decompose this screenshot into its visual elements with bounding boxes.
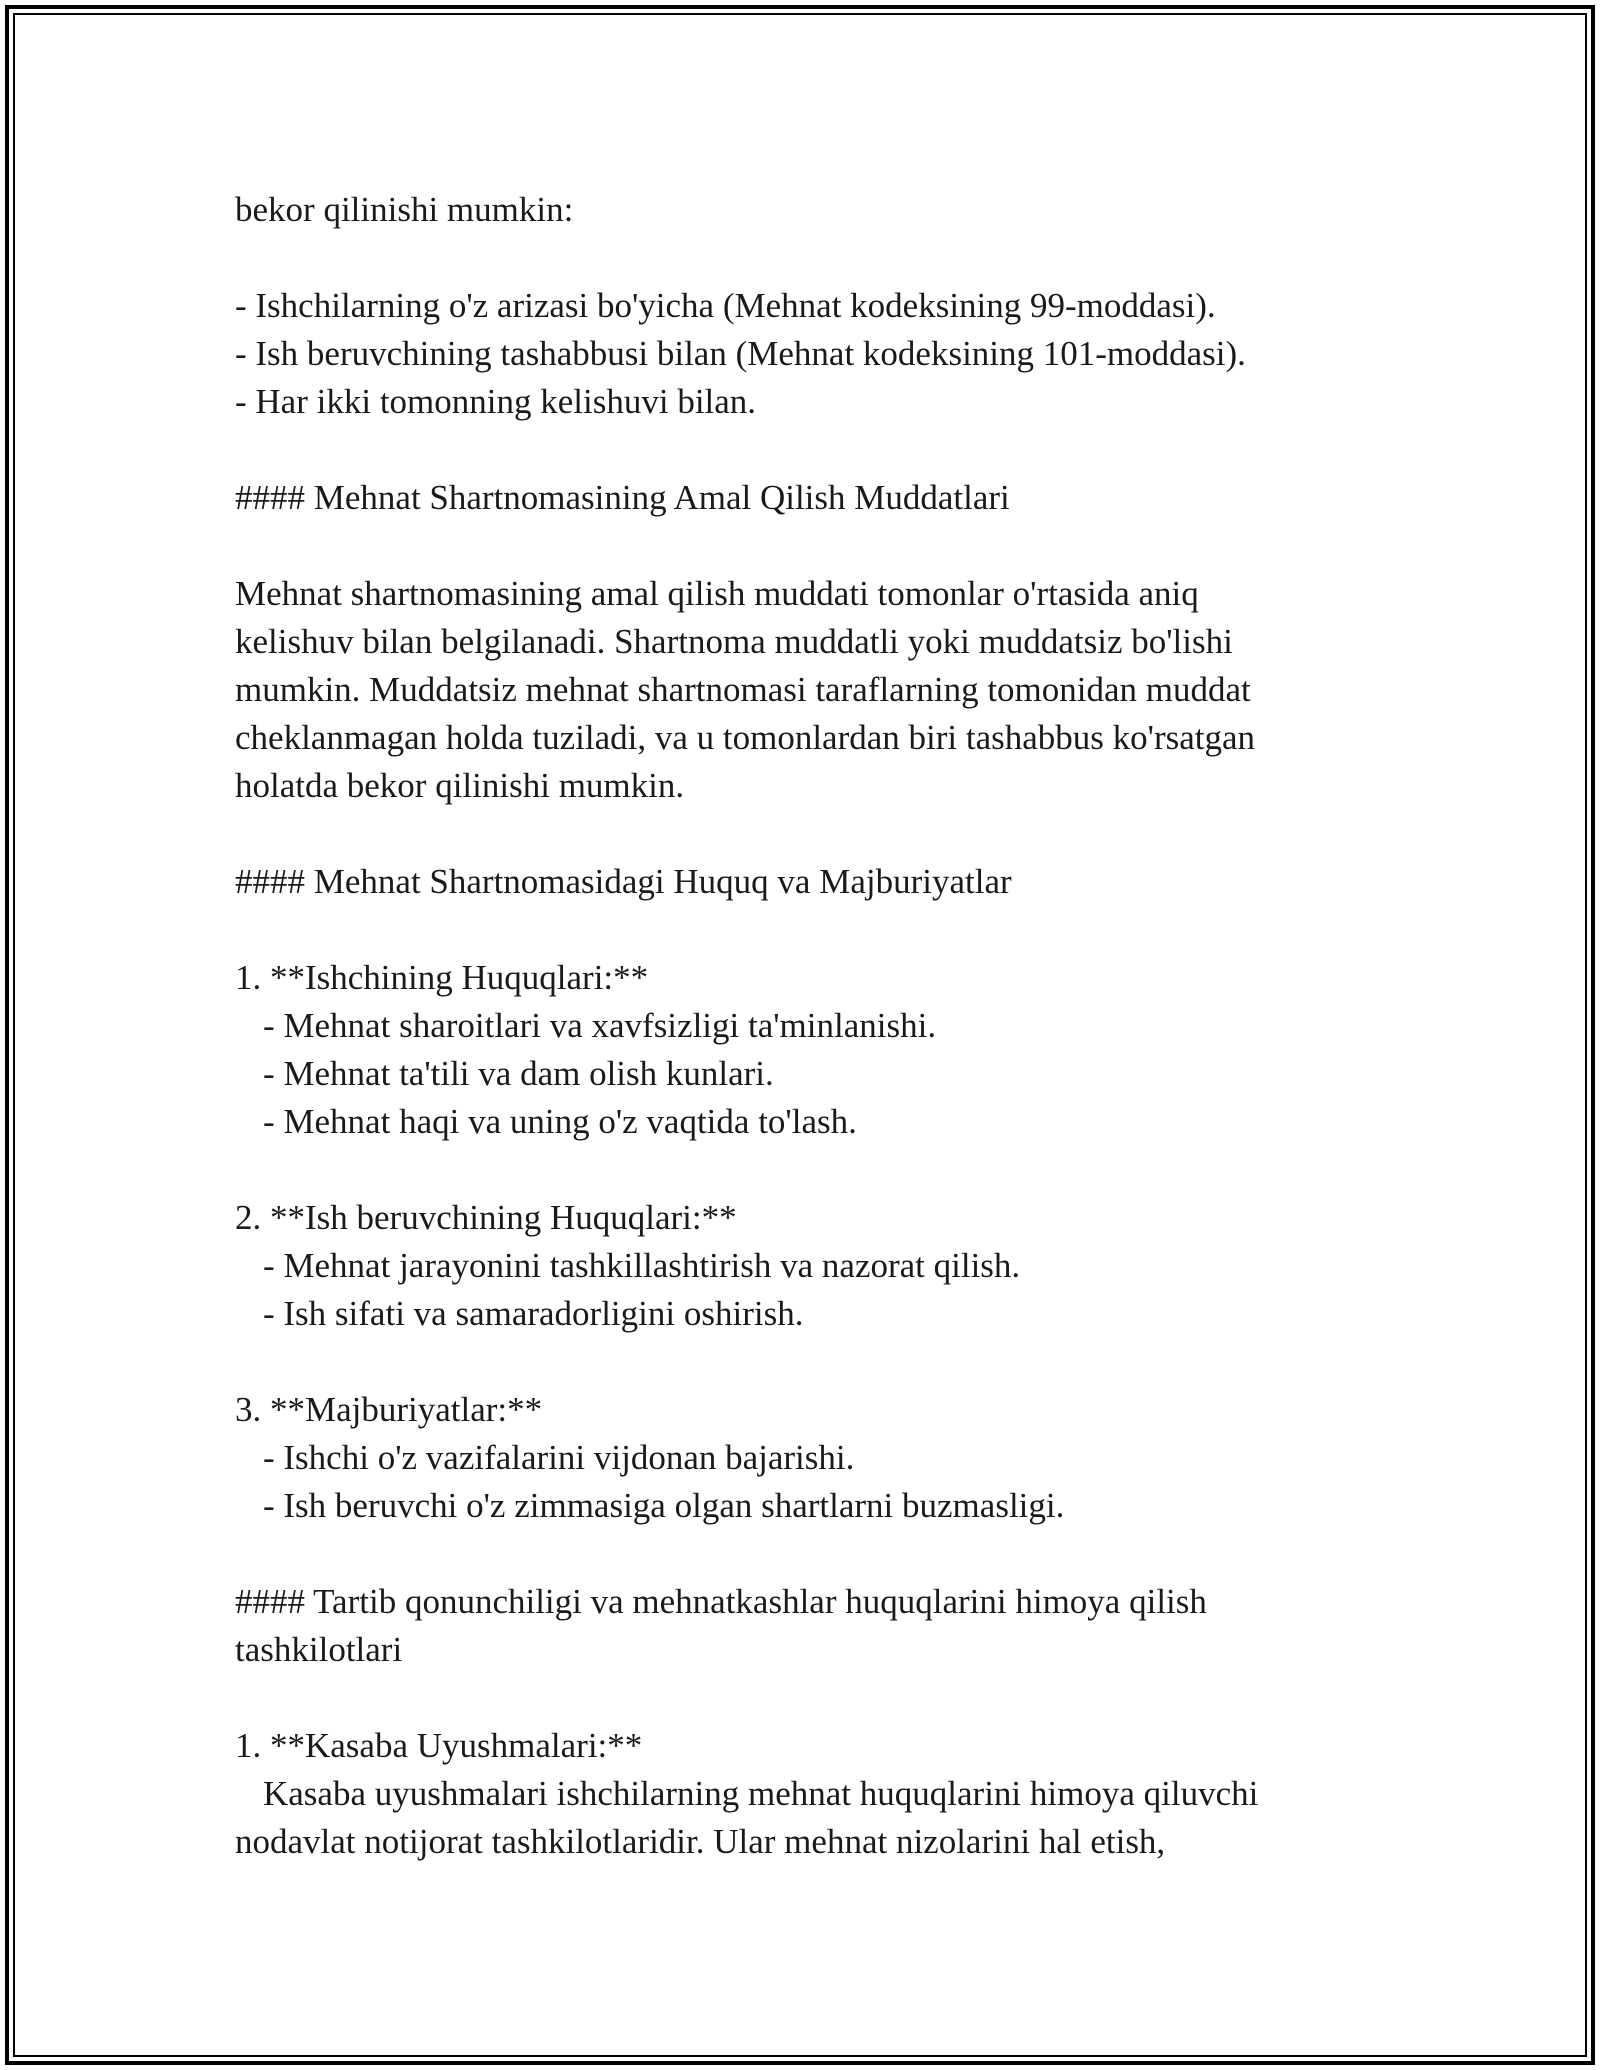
blank-line: [235, 234, 1365, 282]
paragraph-line: holatda bekor qilinishi mumkin.: [235, 766, 685, 805]
list-item: - Har ikki tomonning kelishuvi bilan.: [235, 382, 757, 421]
section-heading: #### Tartib qonunchiligi va mehnatkashlar huquqlarini himoya qilish: [235, 1582, 1207, 1621]
blank-line: [235, 1530, 1365, 1578]
list-item: - Ishchilarning o'z arizasi bo'yicha (Mehnat kodeksining 99-moddasi).: [235, 286, 1216, 325]
blank-line: [235, 810, 1365, 858]
blank-line: [235, 1146, 1365, 1194]
section-heading: #### Mehnat Shartnomasining Amal Qilish Muddatlari: [235, 478, 1010, 517]
blank-line: [235, 426, 1365, 474]
sub-list-item: - Mehnat sharoitlari va xavfsizligi ta'minlanishi.: [263, 1006, 937, 1045]
blank-line: [235, 1338, 1365, 1386]
text-line: bekor qilinishi mumkin:: [235, 190, 574, 229]
numbered-item: 2. **Ish beruvchining Huquqlari:**: [235, 1198, 737, 1237]
blank-line: [235, 1674, 1365, 1722]
paragraph-line: Mehnat shartnomasining amal qilish muddati tomonlar o'rtasida aniq: [235, 574, 1199, 613]
blank-line: [235, 522, 1365, 570]
paragraph-line: cheklanmagan holda tuziladi, va u tomonlardan biri tashabbus ko'rsatgan: [235, 718, 1256, 757]
numbered-item: 1. **Kasaba Uyushmalari:**: [235, 1726, 643, 1765]
sub-list-item: - Ishchi o'z vazifalarini vijdonan bajarishi.: [263, 1438, 855, 1477]
sub-list-item: - Mehnat haqi va uning o'z vaqtida to'lash.: [263, 1102, 857, 1141]
sub-list-item: - Ish beruvchi o'z zimmasiga olgan shartlarni buzmasligi.: [263, 1486, 1065, 1525]
sub-list-item: - Mehnat jarayonini tashkillashtirish va nazorat qilish.: [263, 1246, 1021, 1285]
section-heading: #### Mehnat Shartnomasidagi Huquq va Majburiyatlar: [235, 862, 1012, 901]
paragraph-line: Kasaba uyushmalari ishchilarning mehnat huquqlarini himoya qiluvchi: [263, 1774, 1259, 1813]
numbered-item: 3. **Majburiyatlar:**: [235, 1390, 543, 1429]
section-heading-continued: tashkilotlari: [235, 1630, 403, 1669]
document-body: [235, 186, 1365, 1866]
paragraph-line: mumkin. Muddatsiz mehnat shartnomasi taraflarning tomonidan muddat: [235, 670, 1251, 709]
paragraph-line: kelishuv bilan belgilanadi. Shartnoma muddatli yoki muddatsiz bo'lishi: [235, 622, 1233, 661]
sub-list-item: - Mehnat ta'tili va dam olish kunlari.: [263, 1054, 774, 1093]
sub-list-item: - Ish sifati va samaradorligini oshirish.: [263, 1294, 804, 1333]
paragraph-line: nodavlat notijorat tashkilotlaridir. Ular mehnat nizolarini hal etish,: [235, 1822, 1166, 1861]
list-item: - Ish beruvchining tashabbusi bilan (Mehnat kodeksining 101-moddasi).: [235, 334, 1246, 373]
blank-line: [235, 906, 1365, 954]
numbered-item: 1. **Ishchining Huquqlari:**: [235, 958, 649, 997]
